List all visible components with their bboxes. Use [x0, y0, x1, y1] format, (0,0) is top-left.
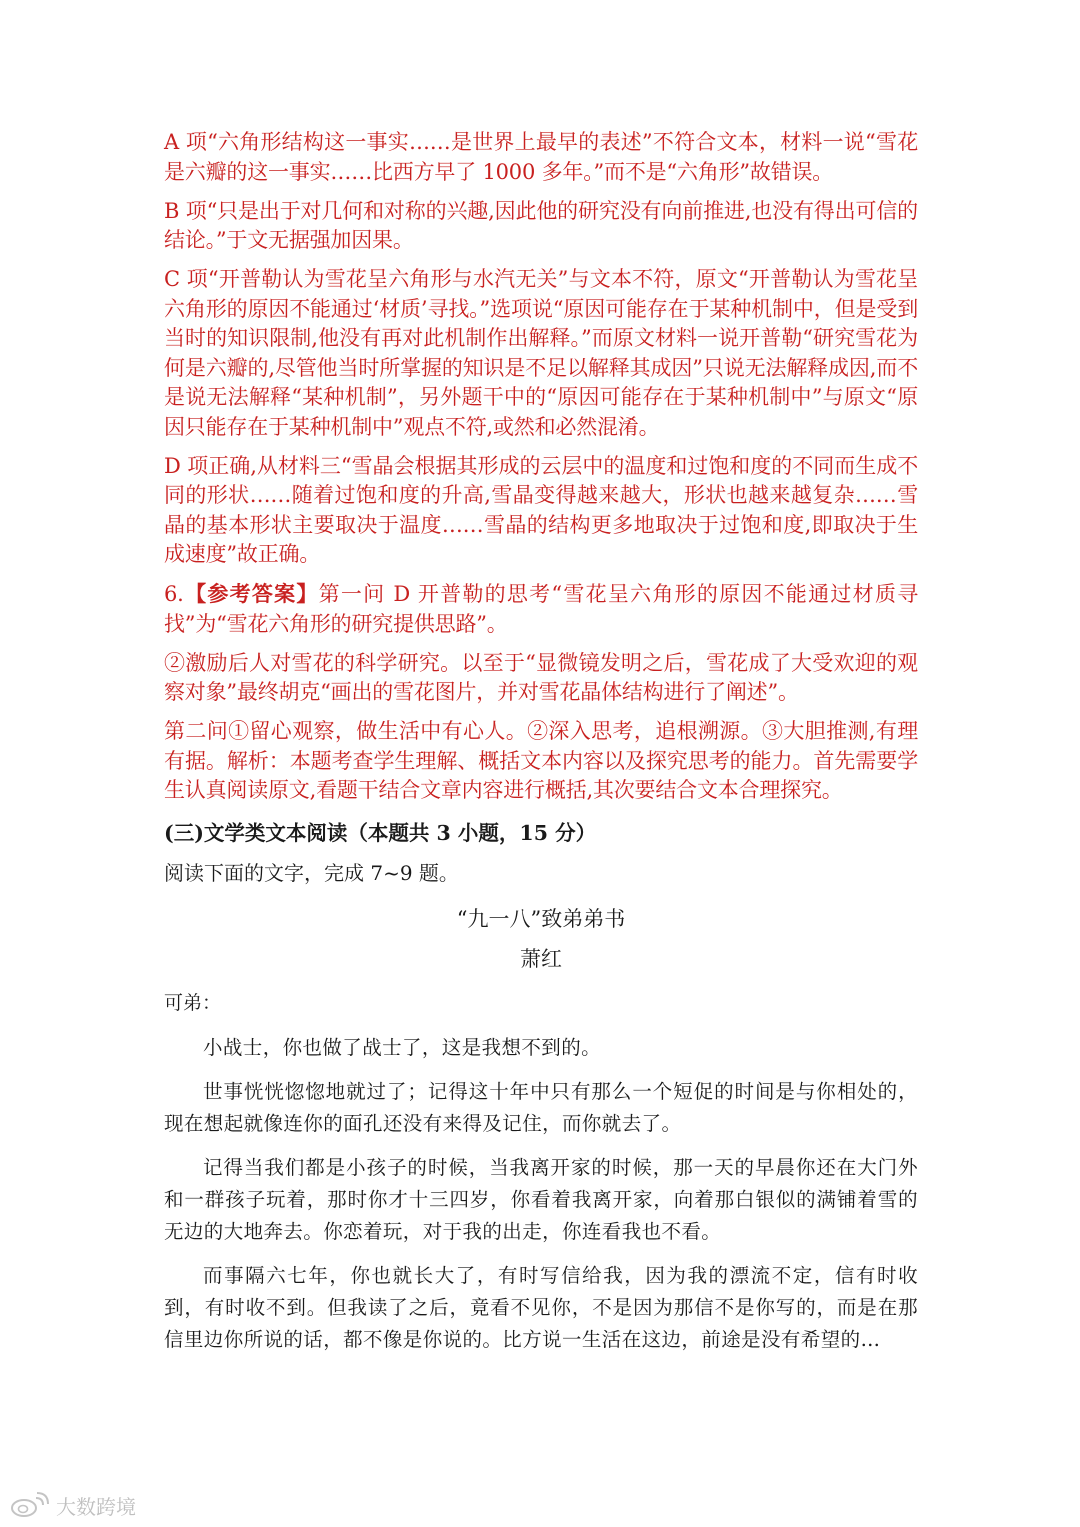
letter-author: 萧红: [520, 946, 562, 971]
answer-item-a: A 项“六角形结构这一事实……是世界上最早的表述”不符合文本，材料一说“雪花是六瓣的这一事实……比西方早了 1000 多年。”而不是“六角形”故错误。: [164, 130, 918, 184]
section-heading: (三)文学类文本阅读（本题共 3 小题，15 分）: [164, 820, 597, 845]
letter-paragraph: 而事隔六七年，你也就长大了，有时写信给我，因为我的漂流不定，信有时收到，有时收不到。但我读了之后，竟看不见你，不是因为那信不是你写的，而是在那信里边你所说的话，都不像是你说的。比方说一生活在这边，前途是没有希望的…: [164, 1263, 918, 1351]
letter-paragraph: 小战士，你也做了战士了，这是我想不到的。: [203, 1035, 602, 1059]
document-page: [164, 128, 918, 1368]
answer-item-b: B 项“只是出于对几何和对称的兴趣,因此他的研究没有向前推进,也没有得出可信的结论。”于文无据强加因果。: [164, 198, 918, 252]
letter-title: “九一八”致弟弟书: [456, 906, 626, 931]
watermark-text: 大数跨境: [56, 1494, 136, 1519]
answer-q6-point2: ②激励后人对雪花的科学研究。以至于“显微镜发明之后，雪花成了大受欢迎的观察对象”最终胡克“画出的雪花图片，并对雪花晶体结构进行了阐述”。: [164, 650, 918, 704]
letter-paragraph: 世事恍恍惚惚地就过了；记得这十年中只有那么一个短促的时间是与你相处的，现在想起就像连你的面孔还没有来得及记住，而你就去了。: [164, 1079, 918, 1135]
section-instruction: 阅读下面的文字，完成 7~9 题。: [164, 860, 459, 885]
watermark: [10, 1490, 136, 1520]
answer-q6-second: 第二问①留心观察，做生活中有心人。②深入思考，追根溯源。③大胆推测,有理有据。解析：本题考查学生理解、概括文本内容以及探究思考的能力。首先需要学生认真阅读原文,看题干结合文章内容进行概括,其次要结合文本合理探究。: [164, 719, 918, 802]
q6-reference-answer-label: 【参考答案】: [183, 581, 319, 606]
weibo-logo-icon: [10, 1492, 50, 1518]
letter-paragraph: 记得当我们都是小孩子的时候，当我离开家的时候，那一天的早晨你还在大门外和一群孩子玩着，那时你才十三四岁，你看着我离开家，向着那白银似的满铺着雪的无边的大地奔去。你恋着玩，对于我的出走，你连看我也不看。: [164, 1155, 918, 1243]
q6-number: 6.: [164, 582, 184, 606]
answer-item-c: C 项“开普勒认为雪花呈六角形与水汽无关”与文本不符，原文“开普勒认为雪花呈六角形的原因不能通过‘材质’寻找。”选项说“原因可能存在于某种机制中，但是受到当时的知识限制,他没有再对此机制作出解释。”而原文材料一说开普勒“研究雪花为何是六瓣的,尽管他当时所掌握的知识是不足以解释其成因”只说无法解释成因,而不是说无法解释“某种机制”，另外题干中的“原因可能存在于某种机制中”与原文“原因只能存在于某种机制中”观点不符,或然和必然混淆。: [164, 267, 918, 439]
answer-item-d: D 项正确,从材料三“雪晶会根据其形成的云层中的温度和过饱和度的不同而生成不同的形状……随着过饱和度的升高,雪晶变得越来越大，形状也越来越复杂……雪晶的基本形状主要取决于温度……雪晶的结构更多地取决于过饱和度,即取决于生成速度”故正确。: [164, 453, 918, 566]
letter-salutation: 可弟：: [164, 991, 222, 1014]
q6-first-answer: 第一问 D 开普勒的思考“雪花呈六角形的原因不能通过材质寻找”为“雪花六角形的研究提供思路”。: [164, 582, 918, 636]
answer-q6: [164, 579, 918, 639]
